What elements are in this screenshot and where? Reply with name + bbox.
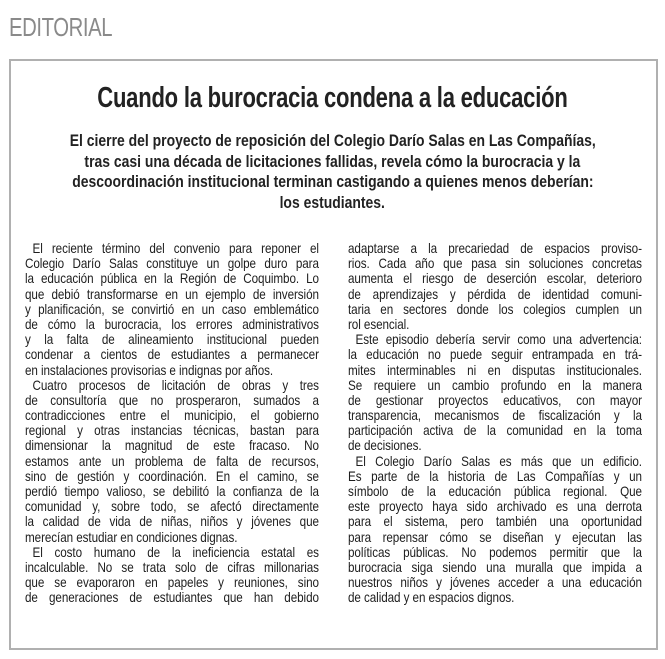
body-text-line xyxy=(348,530,642,545)
body-text-line xyxy=(348,287,642,302)
body-text-line xyxy=(348,590,642,605)
body-text: Colegio Darío Salas constituye un golpe duro para xyxy=(25,255,319,272)
body-text: de gestionar proyectos educativos, con mayor xyxy=(348,391,642,408)
body-text-line xyxy=(25,469,319,484)
body-text-line xyxy=(348,560,642,575)
body-text-line xyxy=(348,347,642,362)
subheadline-text: El cierre del proyecto de reposición del Colegio Darío Salas en Las Compañías, xyxy=(69,131,596,150)
body-text: para el sistema, pero también una oportunidad xyxy=(348,513,642,530)
body-column-right xyxy=(348,241,642,606)
body-text-line xyxy=(25,423,319,438)
body-text: sino de gestión y coordinación. En el camino, se xyxy=(25,467,319,484)
body-text-line xyxy=(25,241,319,256)
body-text-line xyxy=(348,378,642,393)
body-text: políticas públicas. No podemos permitir que la xyxy=(348,543,642,560)
body-text: de aprendizajes y pérdida de identidad comuni- xyxy=(348,285,642,302)
body-text-line xyxy=(25,438,319,453)
body-text: de decisiones. xyxy=(348,437,422,454)
body-text: merecían estudiar en condiciones dignas. xyxy=(25,528,238,545)
body-text: perdió tiempo valioso, se debilitó la confianza de la xyxy=(25,483,319,499)
body-text: este proyecto haya sido archivado es una derrota xyxy=(348,498,642,515)
body-text-line xyxy=(25,408,319,423)
body-text-line xyxy=(25,393,319,408)
body-text-line xyxy=(348,454,642,469)
subheadline xyxy=(0,131,665,213)
body-text-line xyxy=(348,484,642,499)
headline xyxy=(0,82,665,115)
subheadline-line xyxy=(0,152,665,173)
body-text: de calidad y en espacios dignos. xyxy=(348,589,515,606)
body-text: dimensionar la magnitud de este fracaso. No xyxy=(25,437,319,454)
body-text-line xyxy=(25,484,319,499)
body-text: de cómo la burocracia, los errores administrativos xyxy=(25,315,319,332)
body-text: condenar a cientos de estudiantes a permanecer xyxy=(25,346,319,363)
section-label: EDITORIAL xyxy=(9,12,113,42)
body-text-line xyxy=(25,363,319,378)
body-text-line xyxy=(25,378,319,393)
body-text-line xyxy=(25,530,319,545)
body-text-line xyxy=(348,332,642,347)
subheadline-text: tras casi una década de licitaciones fallidas, revela cómo la burocracia y la xyxy=(84,151,581,171)
body-text: regional y otras instancias técnicas, bastan para xyxy=(25,422,319,439)
body-text: y la falta de alineamiento institucional pueden xyxy=(25,331,319,348)
body-text-line xyxy=(348,514,642,529)
body-text-line xyxy=(25,575,319,590)
body-text-line xyxy=(348,317,642,332)
body-text-line xyxy=(348,423,642,438)
subheadline-text: descoordinación institucional terminan castigando a quienes menos deberían: xyxy=(71,172,594,191)
body-text: contradicciones entre el municipio, el gobierno xyxy=(25,407,319,424)
body-text: adaptarse a la precariedad de espacios proviso- xyxy=(348,240,642,256)
body-text-line xyxy=(348,545,642,560)
body-text-line xyxy=(25,347,319,362)
body-text: El costo humano de la ineficiencia estatal es xyxy=(32,543,319,560)
body-text-line xyxy=(348,256,642,271)
body-text: de consultoría que no prosperaron, sumados a xyxy=(25,391,319,408)
body-text-line xyxy=(348,469,642,484)
body-text-line xyxy=(348,363,642,378)
body-text-line xyxy=(25,514,319,529)
body-text-line xyxy=(25,302,319,317)
body-text-line xyxy=(348,393,642,408)
body-text: en instalaciones provisorias e indignas por años. xyxy=(25,361,274,378)
body-text-line xyxy=(348,575,642,590)
body-text-line xyxy=(25,560,319,575)
body-text-line xyxy=(25,545,319,560)
body-text: burocracia siga siendo una muralla que impida a xyxy=(348,558,642,575)
body-text: comunidad y, sobre todo, se afectó directamente xyxy=(25,498,319,515)
headline-text: Cuando la burocracia condena a la educación xyxy=(97,82,568,114)
body-text-line xyxy=(25,317,319,332)
body-text: participación activa de la comunidad en la toma xyxy=(348,422,642,439)
body-text: Cuatro procesos de licitación de obras y tres xyxy=(32,376,319,393)
body-text-line xyxy=(348,302,642,317)
body-text: incalculable. No se trata solo de cifras millonarias xyxy=(25,558,319,575)
subheadline-text: los estudiantes. xyxy=(279,192,386,212)
body-text: mites interminables ni en disputas institucionales. xyxy=(348,361,642,378)
subheadline-line xyxy=(0,131,665,152)
body-text: nuestros niños y jóvenes acceder a una educación xyxy=(348,574,642,591)
body-text-line xyxy=(25,287,319,302)
body-text: El Colegio Darío Salas es más que un edificio. xyxy=(355,452,642,469)
body-text-line xyxy=(25,271,319,286)
body-text-line xyxy=(348,438,642,453)
body-text: la calidad de vida de niñas, niños y jóvenes que xyxy=(25,513,319,530)
body-text-line xyxy=(25,590,319,605)
body-text: transparencia, mecanismos de fiscalización y la xyxy=(348,407,642,424)
body-text: y planificación, se convirtió en un caso emblemático xyxy=(25,300,319,317)
body-text: taria en sectores donde los colegios cumplen un xyxy=(348,300,642,317)
body-text: El reciente término del convenio para reponer el xyxy=(32,240,319,256)
body-text: aumenta el riesgo de deserción escolar, deterioro xyxy=(348,270,642,287)
body-text: rios. Cada año que pasa sin soluciones concretas xyxy=(348,255,642,272)
body-text: que debió transformarse en un ejemplo de inversión xyxy=(25,285,319,302)
subheadline-line xyxy=(0,172,665,193)
body-text: la educación pública en la Región de Coquimbo. Lo xyxy=(25,270,319,287)
body-text: rol esencial. xyxy=(348,315,410,332)
body-text: Este episodio debería servir como una advertencia: xyxy=(355,331,642,348)
body-text: que se evaporaron en papeles y reuniones, sino xyxy=(25,574,319,591)
body-text-line xyxy=(348,408,642,423)
body-text-line xyxy=(348,241,642,256)
body-text-line xyxy=(25,332,319,347)
body-text-line xyxy=(25,499,319,514)
body-text-line xyxy=(348,499,642,514)
body-text: de generaciones de estudiantes que han debido xyxy=(25,589,319,606)
body-text-line xyxy=(25,256,319,271)
body-text: Es parte de la historia de Las Compañías y un xyxy=(348,467,642,484)
body-text: la educación no puede seguir entrampada en trá- xyxy=(348,346,642,363)
body-text-line xyxy=(25,454,319,469)
body-text: Se requiere un cambio profundo en la manera xyxy=(348,376,642,393)
body-column-left xyxy=(25,241,319,606)
body-text-line xyxy=(348,271,642,286)
body-text: estamos ante un problema de falta de recursos, xyxy=(25,452,319,469)
body-text: para repensar cómo se diseñan y ejecutan las xyxy=(348,528,642,545)
body-text: símbolo de la educación pública regional. Que xyxy=(348,483,642,499)
subheadline-line xyxy=(0,193,665,214)
